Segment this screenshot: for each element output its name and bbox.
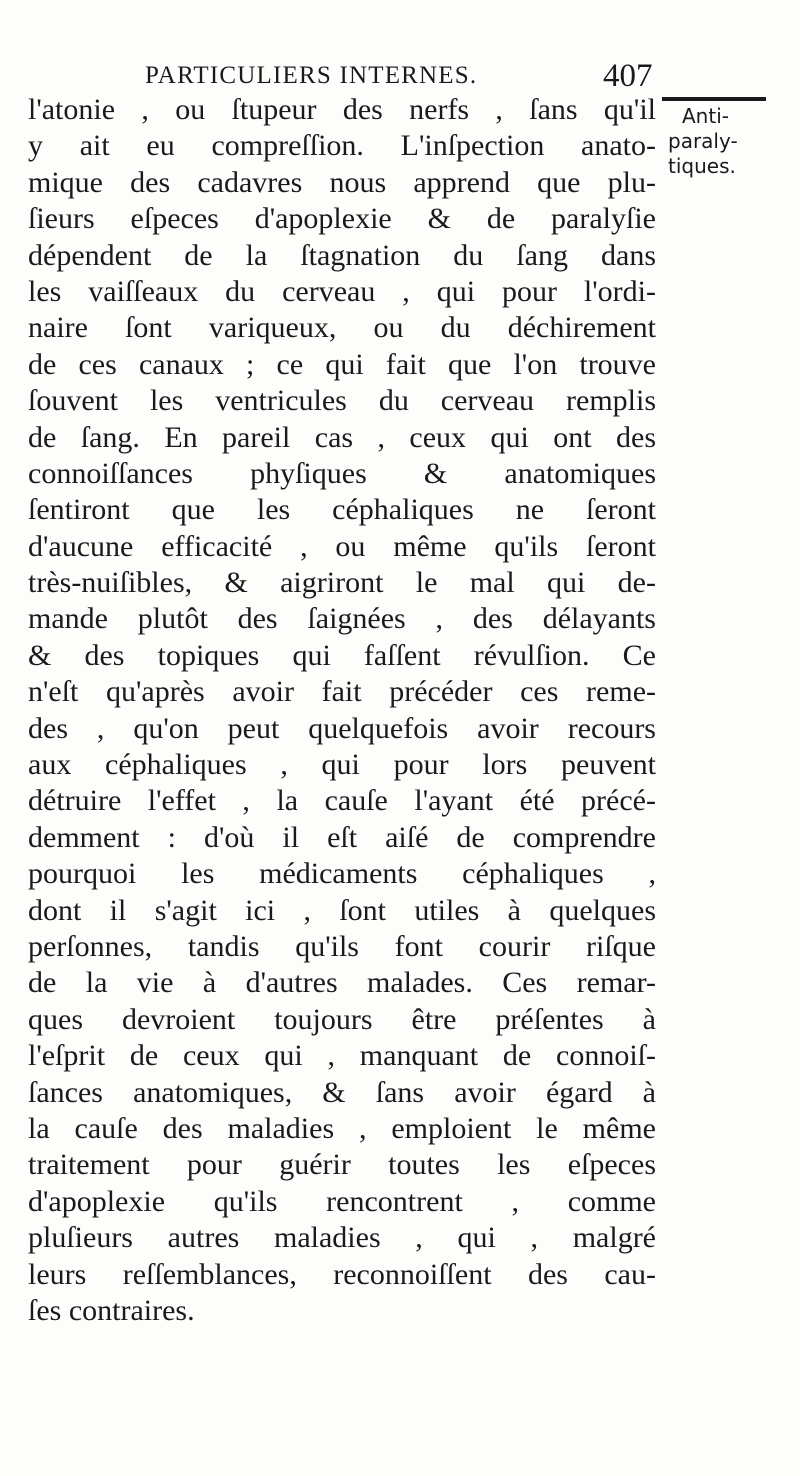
text-line: leurs reſſemblances, reconnoiſſent des cau- [28, 1257, 656, 1291]
text-line: pluſieurs autres maladies , qui , malgré [28, 1221, 656, 1255]
body-text [28, 92, 656, 1329]
text-line: d'apoplexie qu'ils rencontrent , comme [28, 1184, 656, 1218]
text-line: les vaiſſeaux du cerveau , qui pour l'ordi- [28, 274, 656, 308]
marginal-note-line: paraly- [668, 129, 738, 153]
text-line: l'atonie , ou ſtupeur des nerfs , ſans qu'il [28, 93, 656, 126]
text-line: pourquoi les médicaments céphaliques , [28, 857, 656, 891]
text-line: y ait eu compreſſion. L'inſpection anato- [28, 129, 656, 163]
text-line: de ces canaux ; ce qui fait que l'on trouve [28, 347, 656, 381]
text-line: mique des cadavres nous apprend que plu- [28, 165, 656, 199]
text-line: ſouvent les ventricules du cerveau remplis [28, 384, 656, 418]
text-line-last: ſes contraires. [28, 1293, 195, 1327]
running-head [145, 58, 665, 96]
marginal-note-line: tiques. [668, 154, 736, 178]
page-number: 407 [603, 58, 653, 94]
header-rule [662, 97, 766, 101]
text-line: ſieurs eſpeces d'apoplexie & de paralyſie [28, 202, 656, 236]
text-line: la cauſe des maladies , emploient le même [28, 1111, 656, 1145]
text-line: mande plutôt des ſaignées , des délayants [28, 602, 656, 636]
running-title: PARTICULIERS INTERNES. [145, 62, 478, 89]
text-line: ſentiront que les céphaliques ne ſeront [28, 493, 656, 527]
marginal-note [668, 104, 768, 179]
text-line: dépendent de la ſtagnation du ſang dans [28, 238, 656, 272]
text-line: & des topiques qui faſſent révulſion. Ce [28, 638, 656, 672]
text-line: traitement pour guérir toutes les eſpeces [28, 1148, 656, 1182]
text-line: naire ſont variqueux, ou du déchirement [28, 311, 656, 345]
text-line: très-nuiſibles, & aigriront le mal qui de- [28, 566, 656, 600]
text-line: d'aucune efficacité , ou même qu'ils ſeront [28, 529, 656, 563]
text-line: n'eſt qu'après avoir fait précéder ces reme- [28, 675, 656, 709]
text-line: aux céphaliques , qui pour lors peuvent [28, 748, 656, 782]
text-line: connoiſſances phyſiques & anatomiques [28, 456, 656, 490]
text-line: perſonnes, tandis qu'ils font courir riſque [28, 929, 656, 963]
text-line: dont il s'agit ici , ſont utiles à quelques [28, 893, 656, 927]
text-line: de la vie à d'autres malades. Ces remar- [28, 966, 656, 1000]
text-line: l'eſprit de ceux qui , manquant de connoiſ- [28, 1039, 656, 1073]
text-line: ques devroient toujours être préſentes à [28, 1002, 656, 1036]
text-line: détruire l'effet , la cauſe l'ayant été précé- [28, 784, 656, 818]
text-line: des , qu'on peut quelquefois avoir recours [28, 711, 656, 745]
text-line: de ſang. En pareil cas , ceux qui ont des [28, 420, 656, 454]
text-line: ſances anatomiques, & ſans avoir égard à [28, 1075, 656, 1109]
text-line: demment : d'où il eſt aiſé de comprendre [28, 820, 656, 854]
marginal-note-line: Anti- [682, 104, 729, 128]
